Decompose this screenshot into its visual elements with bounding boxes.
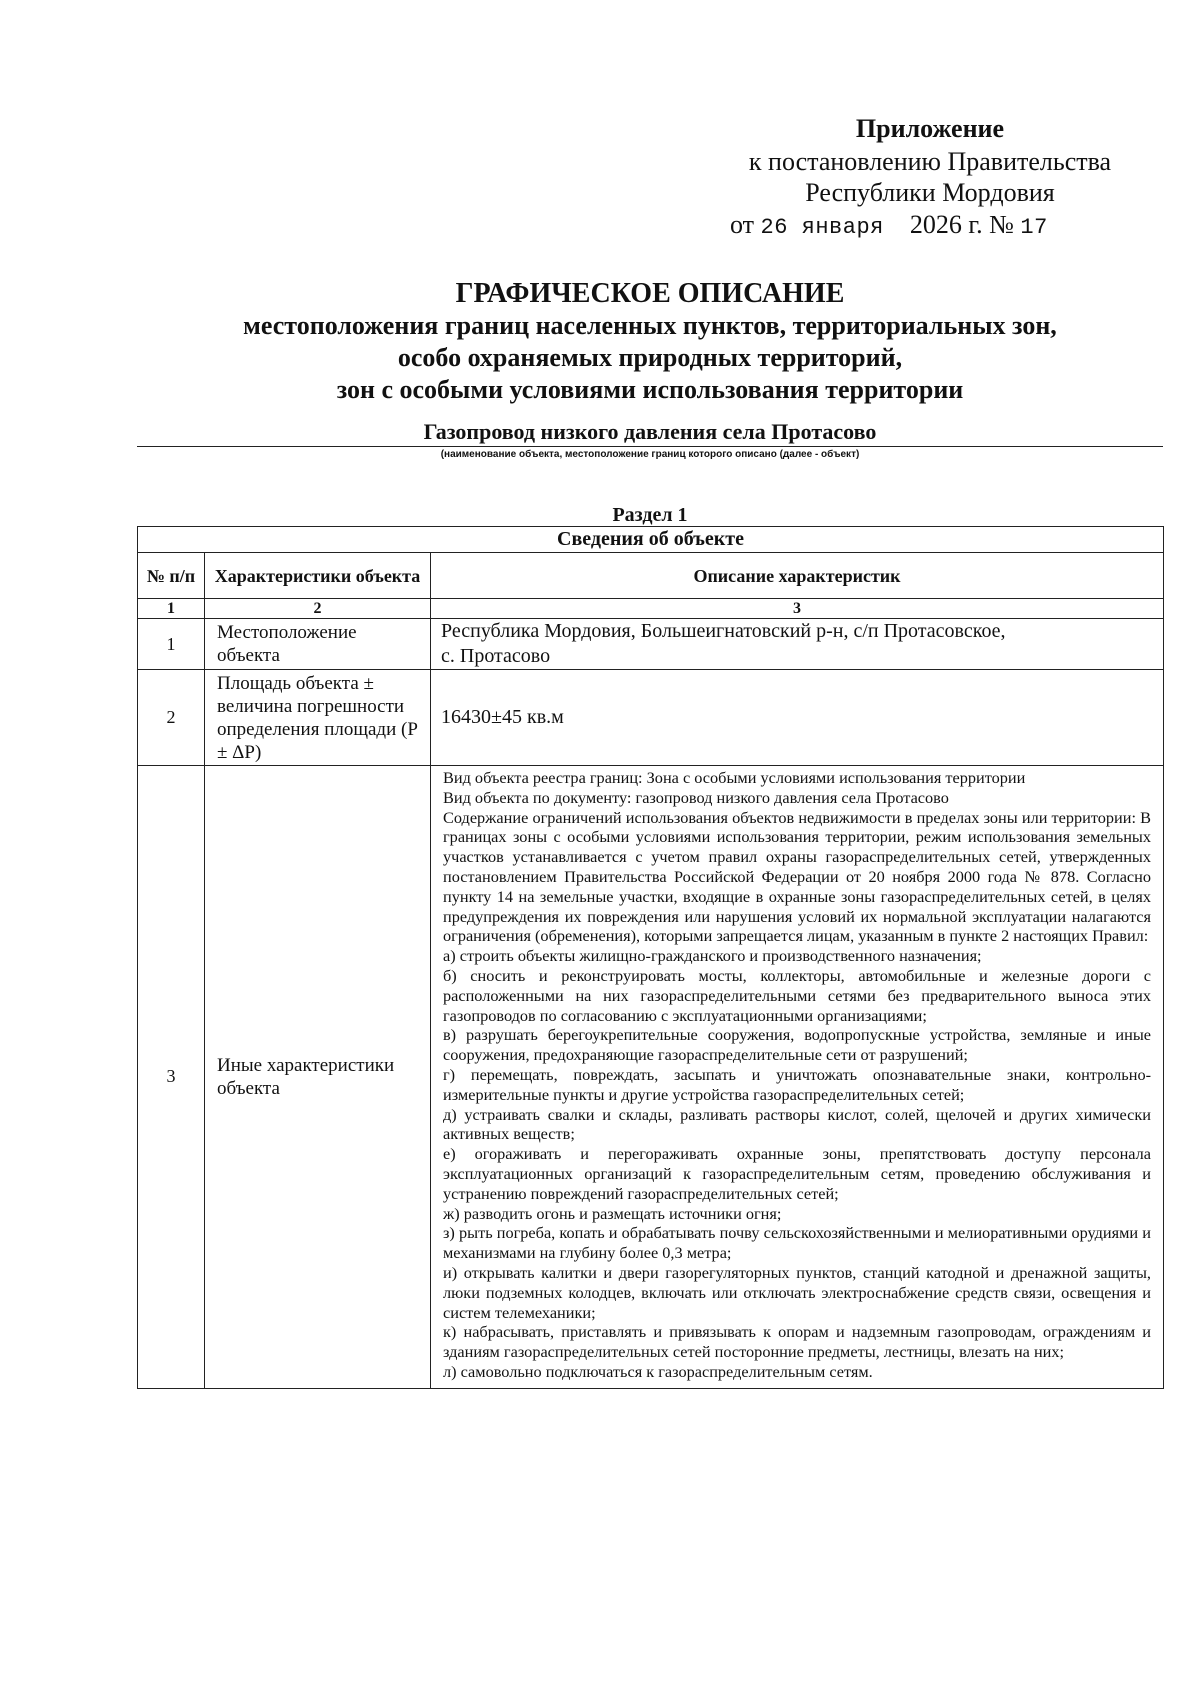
object-info-table — [137, 526, 1164, 1389]
row-characteristic: Площадь объекта ± величина погрешности определения площади (Р ± ΔР) — [205, 670, 431, 766]
description-paragraph: б) сносить и реконструировать мосты, коллекторы, автомобильные и железные дороги с расположенными на них газораспределительными сетями без предварительного выноса этих газопроводов по согласованию с эксплуатационными организациями; — [443, 965, 1152, 1025]
row-description — [431, 619, 1164, 670]
row-number: 3 — [138, 766, 205, 1389]
number-handwritten: 17 — [1020, 215, 1048, 240]
document-subtitle-line-1: местоположения границ населенных пунктов, территориальных зон, — [243, 311, 1057, 340]
date-prefix: от — [730, 210, 755, 239]
date-handwritten: 26 января — [760, 215, 884, 240]
date-suffix: 2026 г. № — [909, 210, 1014, 239]
appendix-date — [720, 208, 1140, 245]
description-paragraph: к) набрасывать, приставлять и привязывать к опорам и надземным газопроводам, ограждениям и зданиям газораспределительных сетей посторонние предметы, лестницы, влезать на них; — [443, 1322, 1152, 1362]
document-subtitle-line-2: особо охраняемых природных территорий, — [397, 343, 903, 372]
row-number: 2 — [138, 670, 205, 766]
header-description: Описание характеристик — [431, 553, 1164, 599]
description-paragraph: з) рыть погреба, копать и обрабатывать почву сельскохозяйственными и мелиоративными орудиями и механизмами на глубину более 0,3 метра; — [443, 1223, 1152, 1263]
description-paragraph: ж) разводить огонь и размещать источники огня; — [443, 1203, 782, 1223]
description-paragraph: Содержание ограничений использования объектов недвижимости в пределах зоны или территории: В границах зоны с особыми условиями использования территории, режим использования земельных участков устанавливается с учетом правил охраны газораспределительных сетей, утвержденных постановлением Правительства Российской Федерации от 20 ноября 2000 года № 878. Согласно пункту 14 на земельные участки, входящие в охранные зоны газораспределительных сетей, в целях предупреждения их повреждения или нарушения условий их нормальной эксплуатации налагаются ограничения (обременения), которыми запрещается лицам, указанным в пункте 2 настоящих Правил: — [443, 807, 1152, 946]
object-caption: (наименование объекта, местоположение границ которого описано (далее - объект) — [440, 449, 860, 460]
row-description — [431, 670, 1164, 766]
description-line: 16430±45 кв.м — [441, 706, 564, 728]
column-number-1: 1 — [138, 599, 205, 619]
section-label: Раздел 1 — [612, 504, 688, 526]
header-characteristics: Характеристики объекта — [205, 553, 431, 599]
table-header-row — [138, 553, 1164, 599]
table-caption-row — [138, 527, 1164, 553]
column-number-row — [138, 599, 1164, 619]
row-characteristic: Местоположение объекта — [205, 619, 431, 670]
document-subtitle-line-3: зон с особыми условиями использования территории — [336, 375, 964, 404]
appendix-title: Приложение — [855, 114, 1005, 143]
description-paragraph: в) разрушать берегоукрепительные сооружения, водопропускные устройства, земляные и иные сооружения, предохраняющие газораспределительные сети от разрушений; — [443, 1025, 1152, 1065]
description-paragraph: л) самовольно подключаться к газораспределительным сетям. — [443, 1361, 873, 1381]
description-paragraph: е) огораживать и перегораживать охранные зоны, препятствовать доступу персонала эксплуатационных организаций к газораспределительным сетям, проведению обслуживания и устранению повреждений газораспределительных сетей; — [443, 1144, 1152, 1203]
table-row — [138, 619, 1164, 670]
document-title: ГРАФИЧЕСКОЕ ОПИСАНИЕ — [455, 278, 845, 309]
table-row — [138, 766, 1164, 1389]
description-paragraph: д) устраивать свалки и склады, разливать растворы кислот, солей, щелочей и других химически активных веществ; — [443, 1104, 1152, 1144]
object-name: Газопровод низкого давления села Протасово — [423, 419, 877, 444]
appendix-header — [720, 112, 1140, 245]
description-paragraph: Вид объекта по документу: газопровод низкого давления села Протасово — [443, 787, 949, 807]
description-paragraph: а) строить объекты жилищно-гражданского и производственного назначения; — [443, 946, 982, 966]
column-number-2: 2 — [205, 599, 431, 619]
appendix-line-1: к постановлению Правительства — [748, 147, 1112, 176]
description-line: с. Протасово — [441, 645, 551, 667]
description-line: Республика Мордовия, Большеигнатовский р-н, с/п Протасовское, — [441, 620, 1006, 642]
table-row — [138, 670, 1164, 766]
table-caption: Сведения об объекте — [138, 527, 1164, 553]
description-paragraph: и) открывать калитки и двери газорегуляторных пунктов, станций катодной и дренажной защиты, люки подземных колодцев, включать или отключать электроснабжение средств связи, освещения и систем телемеханики; — [443, 1262, 1152, 1322]
row-description — [431, 766, 1164, 1389]
description-paragraph: Вид объекта реестра границ: Зона с особыми условиями использования территории — [443, 768, 1026, 787]
appendix-line-2: Республики Мордовия — [805, 178, 1055, 207]
header-number: № п/п — [138, 553, 205, 599]
row-characteristic: Иные характеристики объекта — [205, 766, 431, 1389]
document-title-block — [140, 278, 1160, 406]
description-paragraph: г) перемещать, повреждать, засыпать и уничтожать опознавательные знаки, контрольно-измерительные пункты и другие устройства газораспределительных сетей; — [443, 1064, 1152, 1104]
row-number: 1 — [138, 619, 205, 670]
column-number-3: 3 — [431, 599, 1164, 619]
object-underline — [137, 446, 1163, 447]
